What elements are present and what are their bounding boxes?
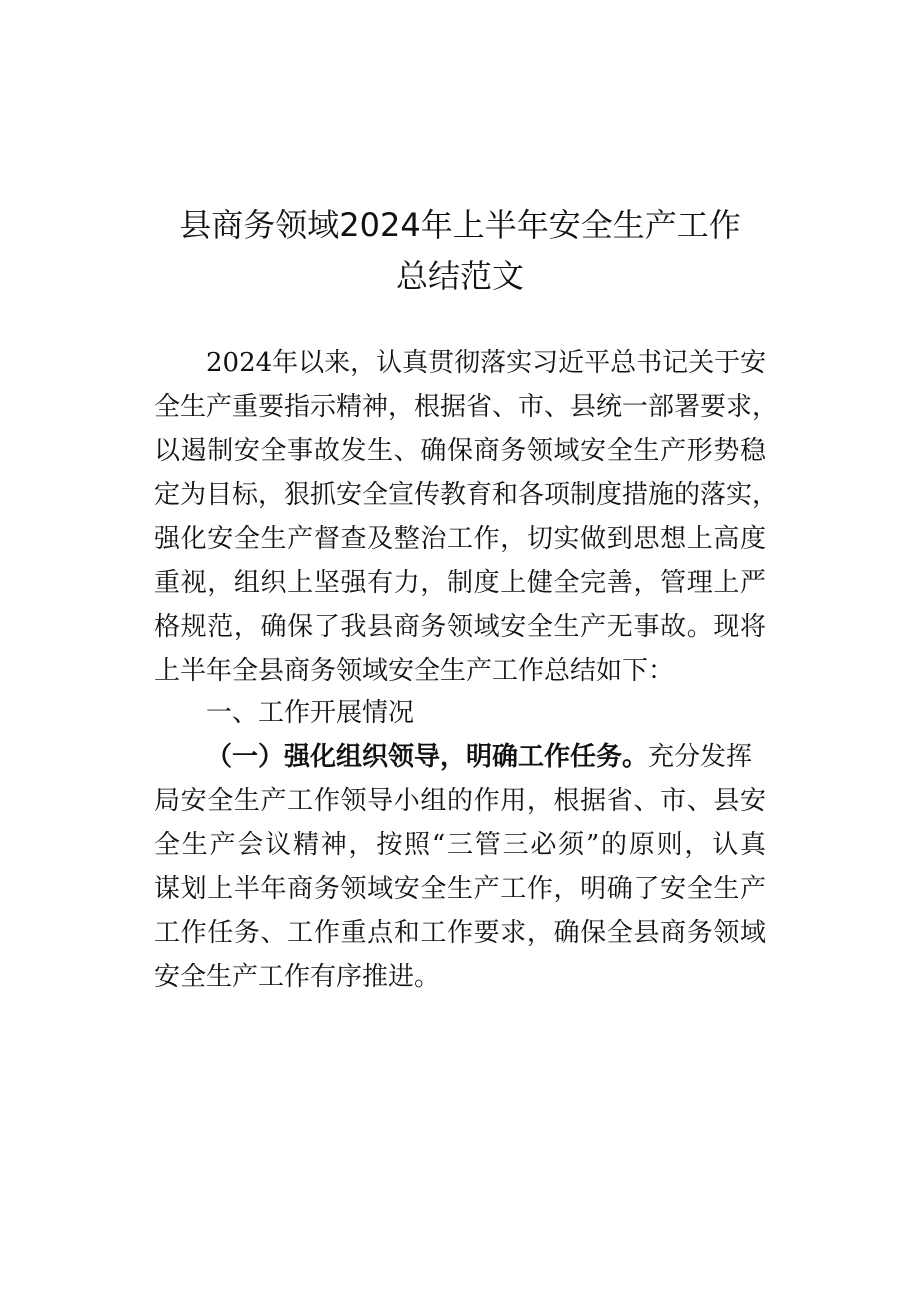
section-heading: 一、工作开展情况 (206, 698, 415, 728)
document-title-line-1: 县商务领域2024年上半年安全生产工作 (179, 206, 741, 244)
subsection-first-line (206, 740, 766, 774)
intro-paragraph-line: 上半年全县商务领域安全生产工作总结如下： (154, 656, 675, 686)
intro-paragraph-line: 2024年以来，认真贯彻落实习近平总书记关于安 (206, 348, 767, 378)
subsection-paragraph-line: 全生产会议精神，按照“三管三必须”的原则，认真 (154, 830, 766, 860)
intro-paragraph-line: 格规范，确保了我县商务领域安全生产无事故。现将 (154, 612, 766, 642)
intro-paragraph-line: 以遏制安全事故发生、确保商务领域安全生产形势稳 (154, 436, 766, 466)
subsection-paragraph-line: 谋划上半年商务领域安全生产工作，明确了安全生产 (154, 874, 766, 904)
document-title-line-2: 总结范文 (395, 257, 524, 295)
intro-paragraph-line: 全生产重要指示精神，根据省、市、县统一部署要求， (154, 392, 779, 422)
subsection-title: （一）强化组织领导，明确工作任务。 (206, 742, 649, 772)
subsection-first-line-rest: 充分发挥 (648, 742, 753, 772)
subsection-paragraph-line: 工作任务、工作重点和工作要求，确保全县商务领域 (154, 918, 766, 948)
intro-paragraph-line: 强化安全生产督查及整治工作，切实做到思想上高度 (154, 524, 766, 554)
intro-paragraph-line: 定为目标，狠抓安全宣传教育和各项制度措施的落实， (154, 480, 779, 510)
intro-paragraph-line: 重视，组织上坚强有力，制度上健全完善，管理上严 (154, 568, 766, 598)
subsection-paragraph-line: 局安全生产工作领导小组的作用，根据省、市、县安 (154, 786, 766, 816)
subsection-paragraph-line: 安全生产工作有序推进。 (154, 962, 441, 992)
